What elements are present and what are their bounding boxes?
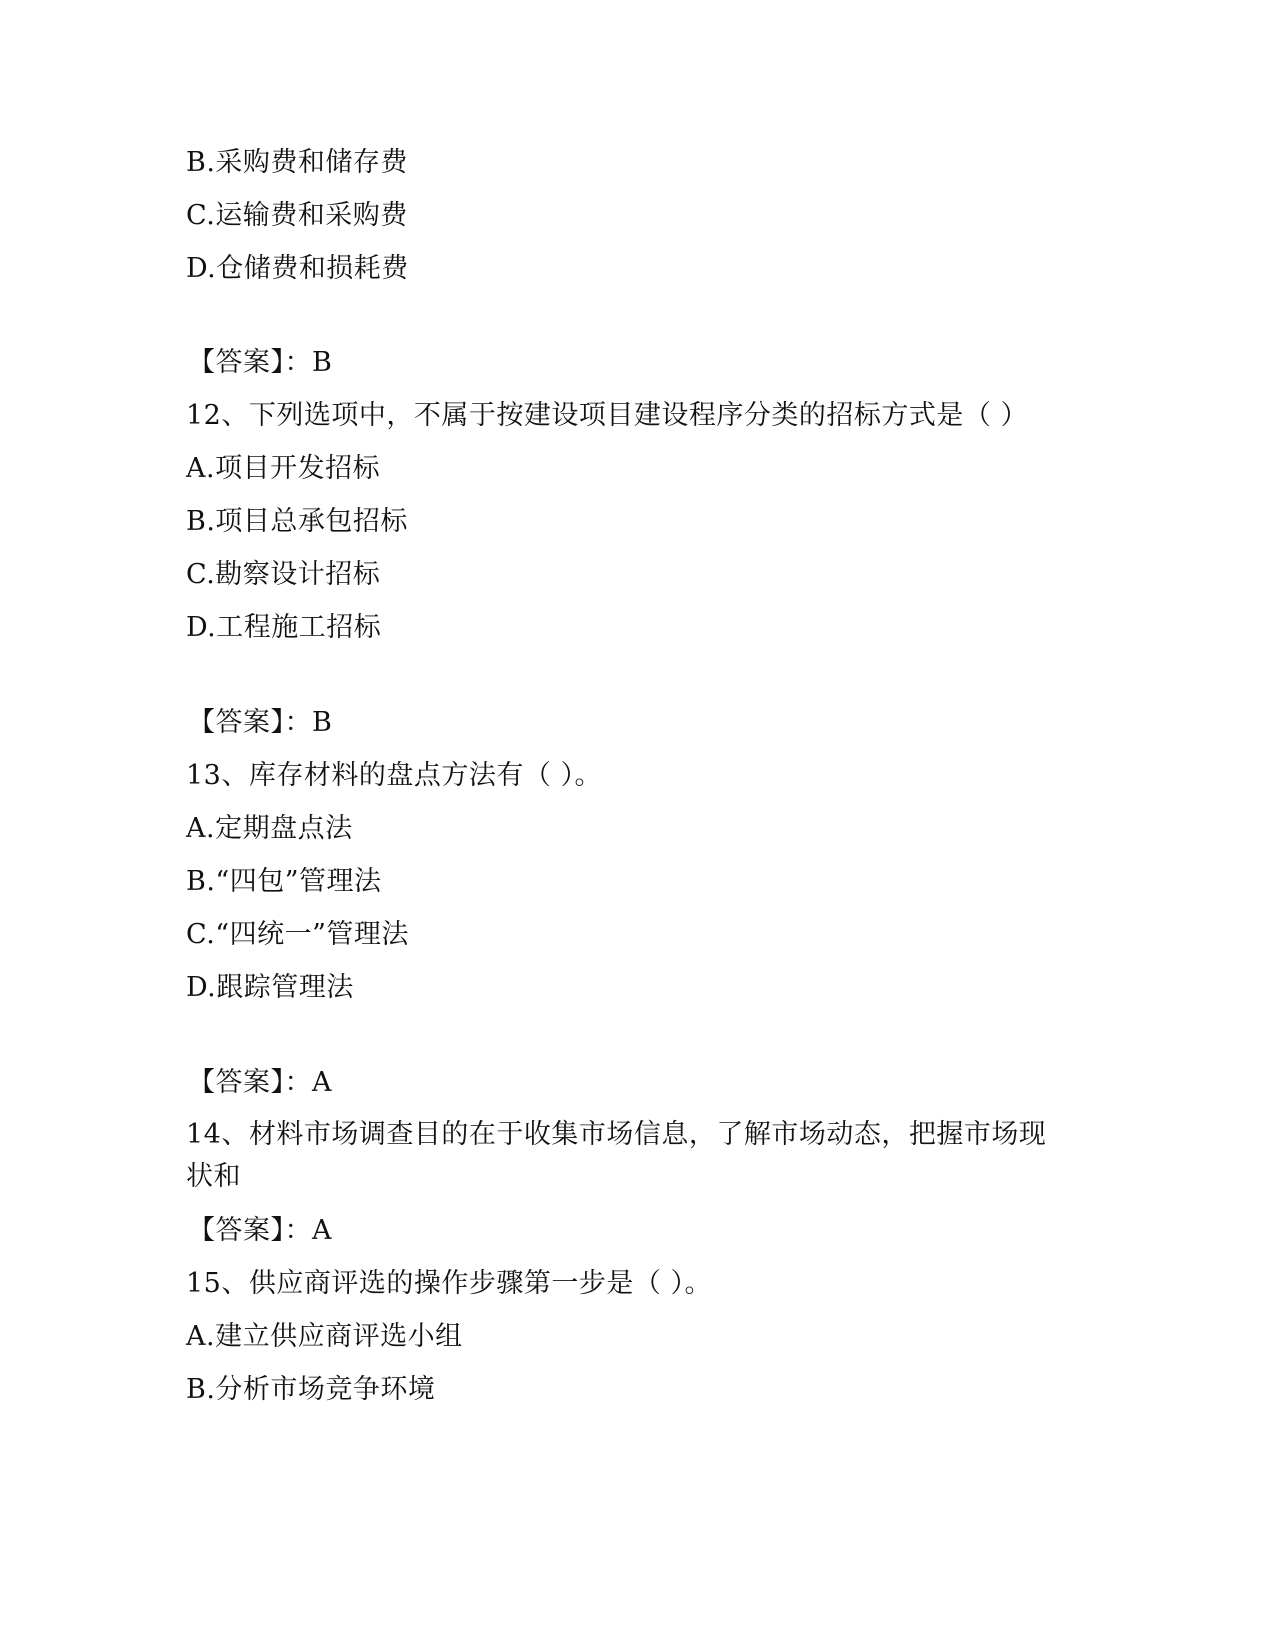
q15-option-a: A.建立供应商评选小组 — [186, 1321, 463, 1352]
q12-answer: 【答案】：B — [188, 707, 333, 738]
q15-question: 15、供应商评选的操作步骤第一步是（ ）。 — [186, 1268, 712, 1299]
q13-option-c: C.“四统一”管理法 — [186, 919, 409, 950]
q12-option-b: B.项目总承包招标 — [186, 506, 408, 537]
q14-answer: 【答案】：A — [188, 1215, 332, 1246]
q13-answer: 【答案】：A — [188, 1067, 332, 1098]
q12-option-a: A.项目开发招标 — [186, 453, 381, 484]
q12-option-c: C.勘察设计招标 — [186, 559, 381, 590]
q13-option-b: B.“四包”管理法 — [186, 866, 382, 897]
q13-question: 13、库存材料的盘点方法有（ ）。 — [186, 760, 602, 791]
q13-option-d: D.跟踪管理法 — [186, 972, 354, 1003]
q15-option-b: B.分析市场竞争环境 — [186, 1374, 436, 1405]
q12-question: 12、下列选项中，不属于按建设项目建设程序分类的招标方式是（ ） — [186, 400, 1028, 431]
q14-question: 14、材料市场调查目的在于收集市场信息，了解市场动态，把握市场现状和 — [186, 1119, 1047, 1192]
q11-option-b: B.采购费和储存费 — [186, 147, 408, 178]
q12-option-d: D.工程施工招标 — [186, 612, 382, 643]
q11-option-d: D.仓储费和损耗费 — [186, 253, 409, 284]
q13-option-a: A.定期盘点法 — [186, 813, 353, 844]
q11-option-c: C.运输费和采购费 — [186, 200, 408, 231]
q11-answer: 【答案】：B — [188, 347, 333, 378]
